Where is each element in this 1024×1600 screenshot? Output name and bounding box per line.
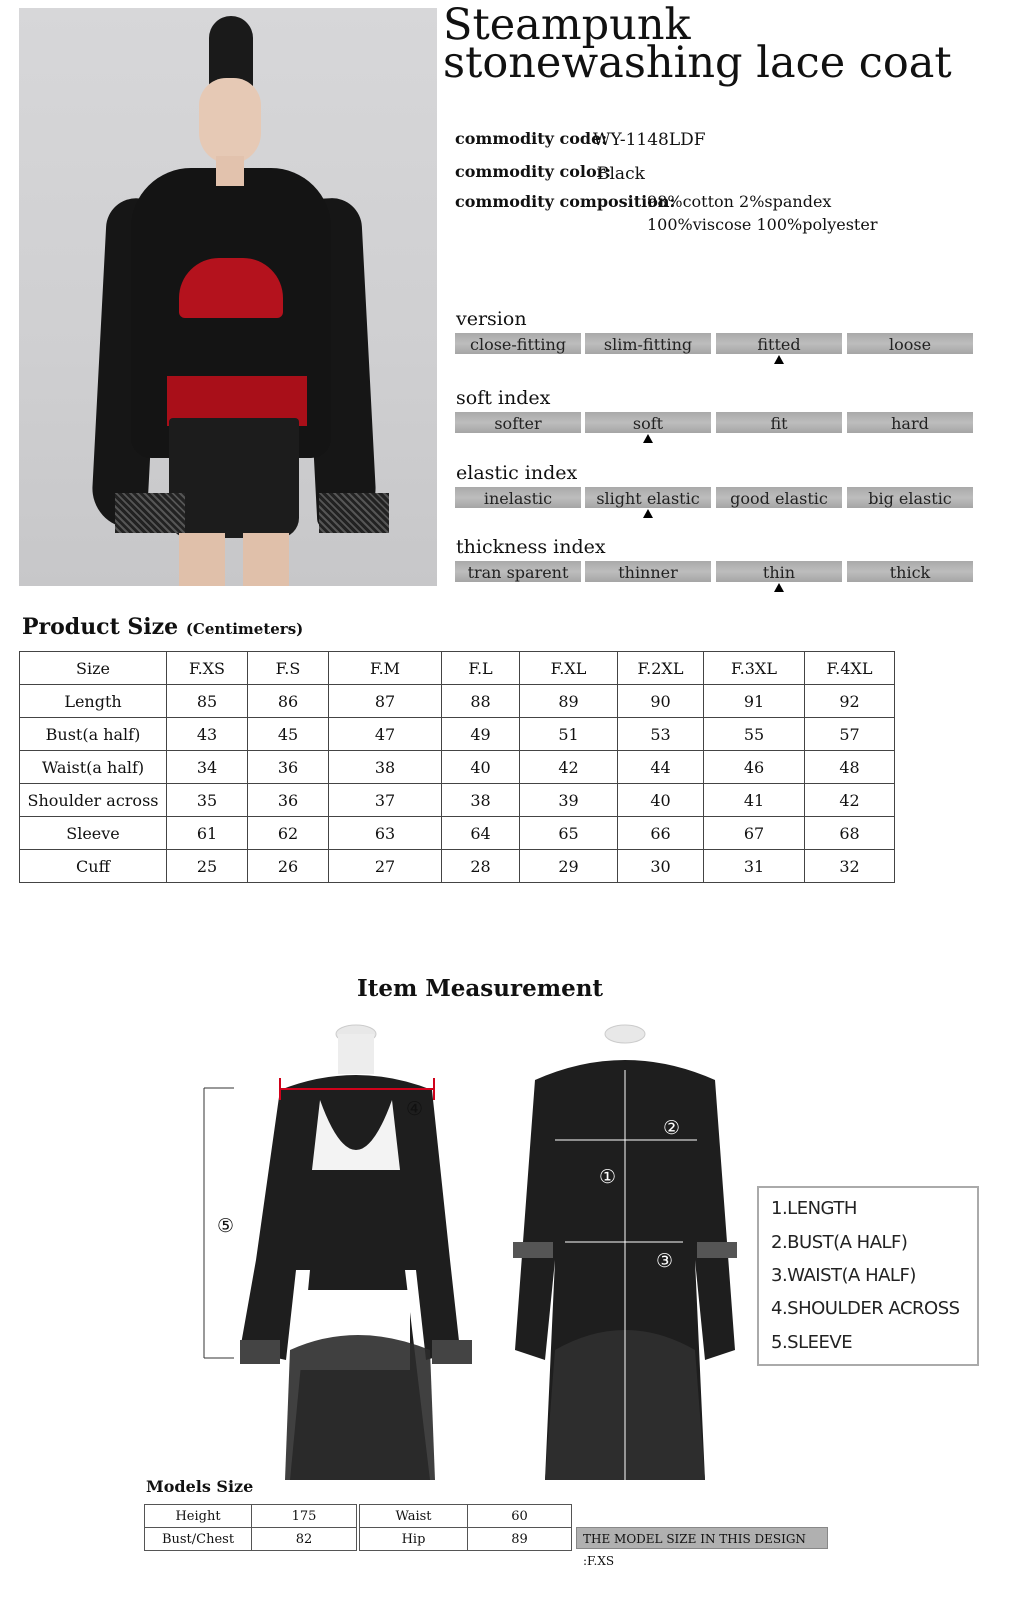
table-cell: 29 [520,850,618,883]
model-waist-label: Waist [360,1505,468,1528]
index-option: fit [716,412,842,433]
table-cell: 38 [329,751,442,784]
table-cell: 65 [520,817,618,850]
table-cell: 26 [248,850,329,883]
index-option: close-fitting [455,333,581,354]
index-option: slight elastic [585,487,711,508]
table-cell: 41 [704,784,805,817]
table-cell: 89 [520,685,618,718]
table-cell: 32 [805,850,895,883]
table-cell: 57 [805,718,895,751]
model-size-note: THE MODEL SIZE IN THIS DESIGN :F.XS [576,1527,828,1549]
table-cell: 40 [442,751,520,784]
table-row-label: Bust(a half) [20,718,167,751]
index-selected-marker [774,583,784,592]
product-photo [19,8,437,586]
index-option: soft [585,412,711,433]
marker-1: ① [599,1166,617,1188]
table-cell: 47 [329,718,442,751]
models-table-left [144,1504,357,1551]
table-cell: 44 [618,751,704,784]
table-cell: 66 [618,817,704,850]
table-row [20,817,895,850]
commodity-code-label: commodity code: [455,129,608,148]
table-row [20,850,895,883]
index-label: soft index [456,387,551,409]
marker-2: ② [663,1117,681,1139]
index-option: softer [455,412,581,433]
table-row-label: Length [20,685,167,718]
index-option: thin [716,561,842,582]
table-row [20,685,895,718]
marker-4: ④ [406,1098,424,1120]
table-row [20,751,895,784]
composition-line-1: 98%cotton 2%spandex [647,192,832,211]
legend-bust: 2.BUST(A HALF) [771,1232,908,1253]
table-cell: 42 [805,784,895,817]
table-cell: 27 [329,850,442,883]
index-option: hard [847,412,973,433]
table-cell: 55 [704,718,805,751]
table-cell: 61 [167,817,248,850]
table-header-cell: F.4XL [805,652,895,685]
product-size-table [19,651,895,883]
table-cell: 36 [248,751,329,784]
table-cell: 91 [704,685,805,718]
table-cell: 49 [442,718,520,751]
table-cell: 37 [329,784,442,817]
table-cell: 25 [167,850,248,883]
table-header-cell: F.S [248,652,329,685]
product-title: Steampunk stonewashing lace coat [443,0,952,88]
model-waist-value: 60 [468,1505,572,1528]
table-cell: 46 [704,751,805,784]
table-cell: 62 [248,817,329,850]
table-header-cell: F.L [442,652,520,685]
index-option: good elastic [716,487,842,508]
table-row [20,784,895,817]
table-header-cell: F.2XL [618,652,704,685]
marker-5: ⑤ [217,1215,235,1237]
table-cell: 43 [167,718,248,751]
table-row-label: Cuff [20,850,167,883]
index-option: slim-fitting [585,333,711,354]
marker-3: ③ [656,1250,674,1272]
coat-back-diagram [505,1020,745,1490]
index-selected-marker [774,355,784,364]
table-cell: 63 [329,817,442,850]
model-height-value: 175 [252,1505,357,1528]
index-label: elastic index [456,462,578,484]
table-header-row [20,652,895,685]
table-cell: 90 [618,685,704,718]
table-row [20,718,895,751]
index-option: inelastic [455,487,581,508]
legend-sleeve: 5.SLEEVE [771,1332,853,1353]
table-cell: 28 [442,850,520,883]
table-cell: 92 [805,685,895,718]
legend-length: 1.LENGTH [771,1198,857,1219]
table-cell: 86 [248,685,329,718]
table-row-label: Waist(a half) [20,751,167,784]
model-hip-value: 89 [468,1528,572,1551]
product-size-unit: (Centimeters) [185,620,304,638]
table-cell: 88 [442,685,520,718]
table-header-cell: F.3XL [704,652,805,685]
item-measurement-title: Item Measurement [356,975,604,1002]
table-header-cell: F.XL [520,652,618,685]
composition-line-2: 100%viscose 100%polyester [647,215,878,234]
table-cell: 51 [520,718,618,751]
table-cell: 87 [329,685,442,718]
product-size-title [22,614,303,640]
commodity-color-value: Black [597,164,645,184]
table-cell: 38 [442,784,520,817]
table-cell: 48 [805,751,895,784]
models-table-right [359,1504,572,1551]
model-bust-label: Bust/Chest [145,1528,252,1551]
table-cell: 36 [248,784,329,817]
table-cell: 67 [704,817,805,850]
table-header-cell: F.M [329,652,442,685]
product-size-heading: Product Size [22,614,179,640]
index-option: big elastic [847,487,973,508]
model-bust-value: 82 [252,1528,357,1551]
table-cell: 85 [167,685,248,718]
index-selected-marker [643,434,653,443]
index-label: thickness index [456,536,606,558]
table-cell: 68 [805,817,895,850]
measurement-legend [757,1186,979,1366]
table-cell: 39 [520,784,618,817]
index-option: tran sparent [455,561,581,582]
coat-front-diagram [200,1020,490,1490]
table-header-cell: Size [20,652,167,685]
table-cell: 64 [442,817,520,850]
commodity-composition-label: commodity composition: [455,192,676,211]
table-cell: 34 [167,751,248,784]
table-cell: 53 [618,718,704,751]
table-cell: 30 [618,850,704,883]
legend-waist: 3.WAIST(A HALF) [771,1265,916,1286]
table-header-cell: F.XS [167,652,248,685]
index-option: thick [847,561,973,582]
model-height-label: Height [145,1505,252,1528]
table-row-label: Sleeve [20,817,167,850]
index-label: version [456,308,527,330]
table-cell: 31 [704,850,805,883]
model-hip-label: Hip [360,1528,468,1551]
commodity-color-label: commodity color: [455,162,611,181]
table-cell: 42 [520,751,618,784]
table-cell: 40 [618,784,704,817]
index-option: thinner [585,561,711,582]
index-selected-marker [643,509,653,518]
index-option: loose [847,333,973,354]
models-size-title: Models Size [146,1477,254,1496]
table-cell: 35 [167,784,248,817]
commodity-code-value: WY-1148LDF [593,130,706,150]
legend-shoulder: 4.SHOULDER ACROSS [771,1298,960,1319]
table-cell: 45 [248,718,329,751]
index-option: fitted [716,333,842,354]
table-row-label: Shoulder across [20,784,167,817]
